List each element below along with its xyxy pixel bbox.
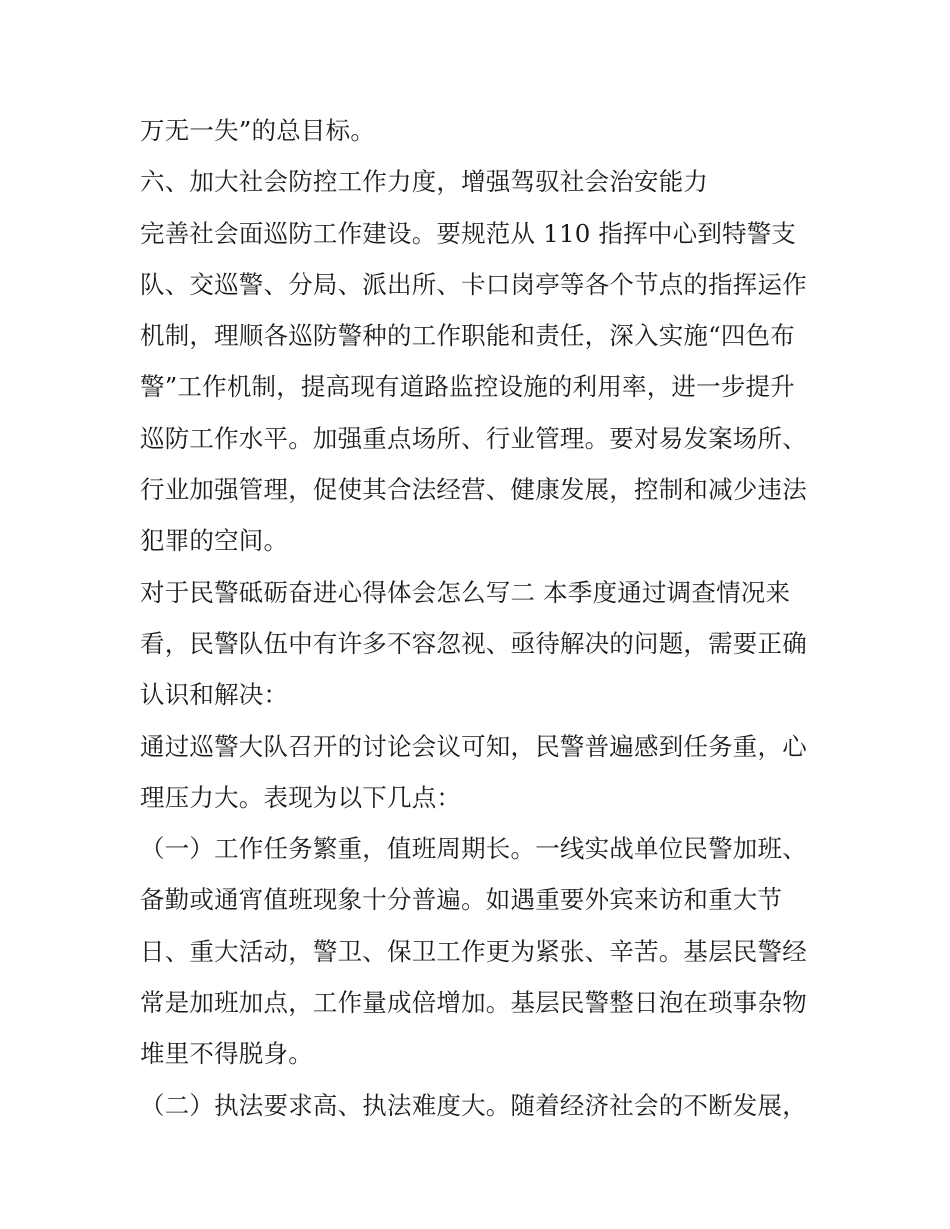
text-line: 日、重大活动，警卫、保卫工作更为紧张、辛苦。基层民警经 [140, 936, 807, 966]
section-heading: 六、加大社会防控工作力度，增强驾驭社会治安能力 [140, 167, 709, 197]
text-line: 备勤或通宵值班现象十分普遍。如遇重要外宾来访和重大节 [140, 885, 783, 915]
text-line: 认识和解决： [140, 680, 289, 710]
text-line: 队、交巡警、分局、派出所、卡口岗亭等各个节点的指挥运作 [140, 269, 807, 299]
text-line: （一）工作任务繁重，值班周期长。一线实战单位民警加班、 [140, 834, 807, 864]
text-line: 通过巡警大队召开的讨论会议可知，民警普遍感到任务重，心 [140, 731, 807, 761]
text-line: 理压力大。表现为以下几点： [140, 782, 462, 812]
text-line: 万无一失”的总目标。 [140, 116, 376, 145]
text-line: 警”工作机制，提高现有道路监控设施的利用率，进一步提升 [140, 372, 795, 402]
text-line: 机制，理顺各巡防警种的工作职能和责任，深入实施“四色布 [140, 321, 795, 351]
text-line: （二）执法要求高、执法难度大。随着经济社会的不断发展， [140, 1090, 807, 1120]
text-line: 犯罪的空间。 [140, 526, 289, 556]
text-line: 行业加强管理，促使其合法经营、健康发展，控制和减少违法 [140, 475, 807, 505]
text-line: 对于民警砥砺奋进心得体会怎么写二 本季度通过调查情况来 [140, 577, 791, 607]
text-line: 完善社会面巡防工作建设。要规范从 110 指挥中心到特警支 [140, 218, 797, 248]
text-line: 常是加班加点，工作量成倍增加。基层民警整日泡在琐事杂物 [140, 988, 807, 1018]
text-line: 堆里不得脱身。 [140, 1039, 313, 1069]
text-line: 巡防工作水平。加强重点场所、行业管理。要对易发案场所、 [140, 423, 807, 453]
text-line: 看，民警队伍中有许多不容忽视、亟待解决的问题，需要正确 [140, 628, 807, 658]
body-text [140, 105, 820, 1131]
